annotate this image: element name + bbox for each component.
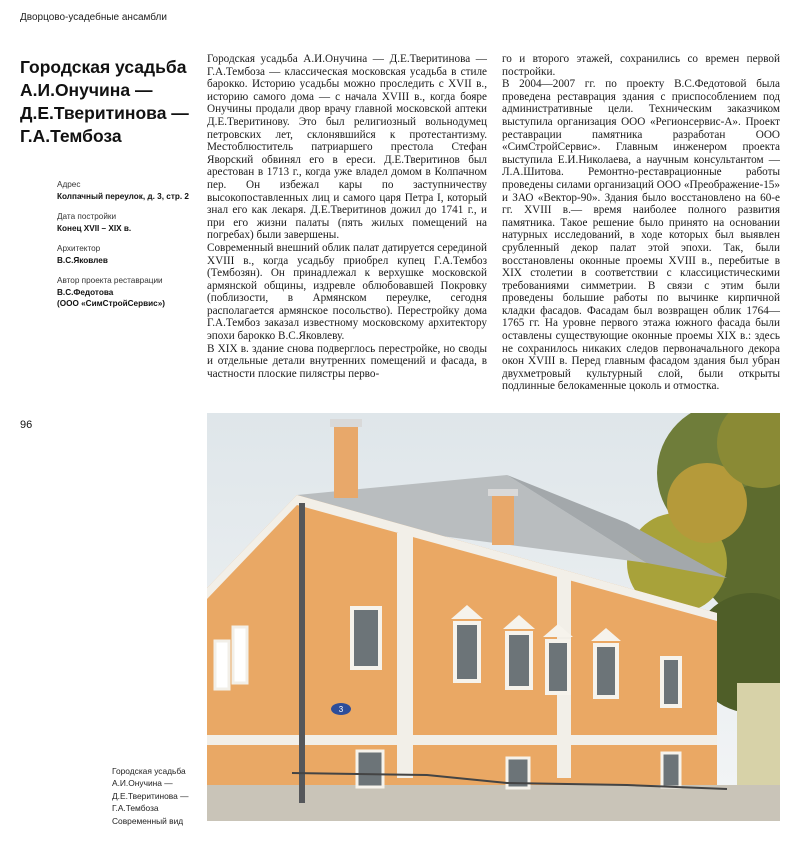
caption-line: А.И.Онучина —	[112, 778, 173, 789]
window	[455, 623, 479, 681]
caption-line: Городская усадьба	[112, 766, 186, 776]
caption-line: Г.А.Тембоза	[112, 803, 159, 814]
running-head: Дворцово-усадебные ансамбли	[20, 12, 167, 23]
caption-line: Д.Е.Тверитинова —	[112, 790, 189, 801]
title-line: Д.Е.Тверитинова —	[20, 103, 189, 123]
article-title	[20, 56, 200, 148]
manor-house-illustration	[207, 413, 780, 821]
window	[595, 645, 617, 697]
window	[547, 641, 569, 693]
info-label: Адрес	[57, 180, 81, 189]
body-column-right	[502, 53, 780, 393]
window	[662, 753, 680, 787]
body-paragraph: Современный внешний облик палат датируется серединой XVIII в., когда усадьбу приобрел купец Г.А.Тембоз (Тембозян). Он принадлежал к верхушке московской армянской общины, издревле облюбовавшей Покровку (поблизости, в Армянском переулке, сегодня располагается армянское посольство). Перестройку дома Г.А.Тембоз заказал известному московскому архитектору эпохи барокко В.С.Яковлеву.	[207, 241, 487, 343]
ground	[207, 785, 780, 821]
info-value: (ООО «СимСтройСервис»)	[57, 299, 165, 308]
info-address	[57, 179, 207, 202]
caption-line: Современный вид	[112, 815, 184, 826]
chimney	[492, 493, 514, 545]
title-line: Г.А.Тембоза	[20, 126, 122, 146]
window	[662, 658, 680, 706]
page-number: 96	[20, 419, 33, 431]
neighbor-building	[737, 683, 780, 793]
info-value: В.С.Яковлев	[57, 255, 108, 265]
info-build-date	[57, 211, 207, 234]
info-label: Архитектор	[57, 244, 101, 253]
window	[352, 608, 380, 668]
info-value: В.С.Федотова	[57, 287, 114, 297]
body-paragraph: Городская усадьба А.И.Онучина — Д.Е.Тверитинова — Г.А.Тембоза — классическая московская усадьба в стиле барокко. Историю усадьбы можно проследить с XVII в., историю самого дома — с начала XVIII в., когда бояре Онучины продали двор врачу главной московской аптеки Д.Е.Тверитинову. Это был религиозный вольнодумец петровских лет, склонявшийся к протестантизму. Местоблюститель патриаршего престола Стефан Яворский обвинял его в ереси. Д.Е.Тверитинов был арестован в 1713 г., когда уже владел домом в Колпачном пер. Он избежал кары по заступничеству высокопоставленных лиц и самого царя Петра I, который знал его как лекаря. Д.Е.Тверитинов дожил до 1741 г., и при его жизни палаты (пять жилых помещений на погребах) были завершены.	[207, 53, 487, 242]
body-paragraph: В XIX в. здание снова подверглось перестройке, но своды и отдельные детали внутренних помещений и фасада, в частности плоские пилястры перво-	[207, 342, 487, 380]
info-value: Конец XVII – XIX в.	[57, 223, 132, 233]
building-photo	[207, 413, 780, 821]
window	[233, 627, 247, 683]
house-number: 3	[338, 705, 344, 714]
info-label: Автор проекта реставрации	[57, 276, 163, 285]
window	[507, 633, 531, 688]
body-column-left	[207, 53, 487, 380]
chimney	[334, 423, 358, 498]
body-paragraph: го и второго этажей, сохранились со времен первой постройки.	[502, 53, 780, 78]
photo-caption	[112, 765, 207, 827]
object-info	[57, 179, 207, 319]
title-line: Городская усадьба	[20, 57, 187, 77]
info-restoration-author	[57, 275, 207, 310]
drainpipe	[299, 503, 305, 803]
info-label: Дата постройки	[57, 212, 117, 221]
info-value: Колпачный переулок, д. 3, стр. 2	[57, 191, 189, 201]
window	[215, 641, 229, 689]
info-architect	[57, 243, 207, 266]
body-paragraph: В 2004—2007 гг. по проекту В.С.Федотовой была проведена реставрация здания с приспособлением под административные цели. Техническим заказчиком выступила организация ООО «Регионсервис-А». Проект реставрации памятника разработан ООО «СимСтройСервис». Главным инженером проекта выступила Е.И.Николаева, а научным консультантом — Л.А.Шитова. Ремонтно-реставрационные работы проведены силами организаций ООО «Преображение-15» и ЗАО «Вектор-90». Здания было восстановлено на 60-е гг. XVIII в.— время наиболее полного развития памятника. Такое решение было принято на основании натурных исследований, в ходе которых был выявлен срубленный декор палат этой эпохи. Так, были восстановлены оконные проемы XVIII в., перебитые в XIX столетии в соответствии с классицистическими требованиями симметрии. В связи с этим были проведены большие работы по вычинке кирпичной кладки фасадов. Фасадам был возвращен облик 1764—1765 гг. На уровне первого этажа южного фасада были оставлены существующие оконные проемы XIX в.: здесь не сохранилось никаких следов первоначального декора окон XVIII в. Перед главным фасадом здания был убран двухметровый культурный слой, были открыты подлинные белокаменные цоколь и отмостка.	[502, 78, 780, 393]
title-line: А.И.Онучина —	[20, 80, 153, 100]
window	[357, 751, 383, 787]
